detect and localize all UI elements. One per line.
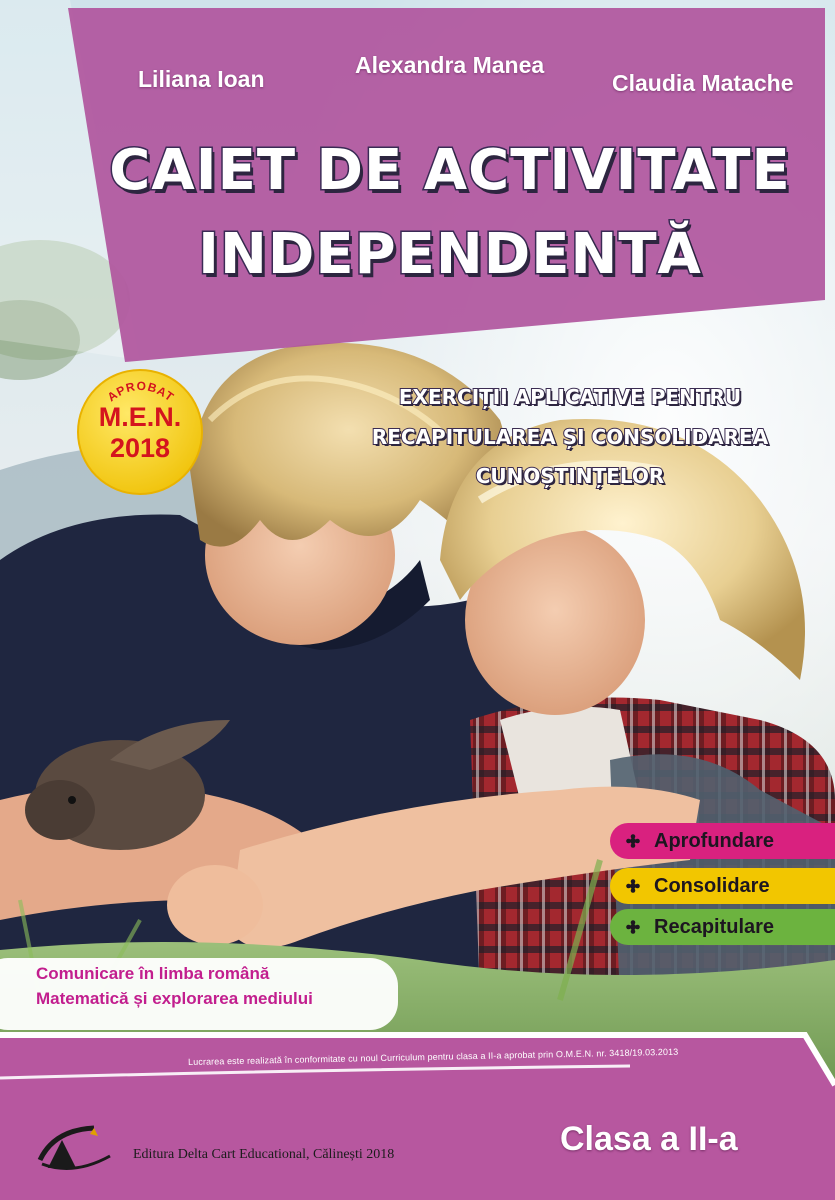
title-line-1: CAIET DE ACTIVITATE [109,138,791,203]
author-3: Claudia Matache [612,70,794,96]
subtitle-line-2: RECAPITULAREA ȘI CONSOLIDAREA [371,425,769,449]
tag-aprofundare [610,823,835,859]
subtitle-line-1: EXERCIȚII APLICATIVE PENTRU [398,385,742,409]
author-1: Liliana Ioan [138,66,265,92]
subject-romana: Comunicare în limba română [36,964,270,983]
flower-icon [626,920,640,934]
tag-label: Aprofundare [654,829,774,852]
badge-year: 2018 [109,433,171,463]
author-2: Alexandra Manea [355,52,545,78]
svg-text:APROBAT [105,379,177,405]
tag-consolidare [610,868,835,904]
title-line-2: INDEPENDENTĂ [198,222,702,287]
badge-top-text: APROBAT [104,378,177,405]
publisher-name: Editura Delta Cart Educational, Călinești 2018 [133,1147,395,1162]
badge-men: M.E.N. [98,402,182,432]
curriculum-note: Lucrarea este realizată în conformitate cu noul Curriculum pentru clasa a II-a aprobat prin O.M.E.N. nr. 3418/19.03.2013 [188,1046,679,1067]
delta-logo-icon [34,1120,120,1176]
publisher-logo [34,1120,120,1176]
tag-label: Recapitulare [654,915,775,938]
grade-label: Clasa a II-a [560,1120,738,1158]
subject-matematica: Matematică și explorarea mediului [36,989,313,1008]
subtitle-line-3: CUNOȘTINȚELOR [475,464,665,488]
tag-label: Consolidare [654,874,770,897]
tag-recapitulare [610,909,835,945]
flower-icon [626,879,640,893]
flower-icon [626,834,640,848]
